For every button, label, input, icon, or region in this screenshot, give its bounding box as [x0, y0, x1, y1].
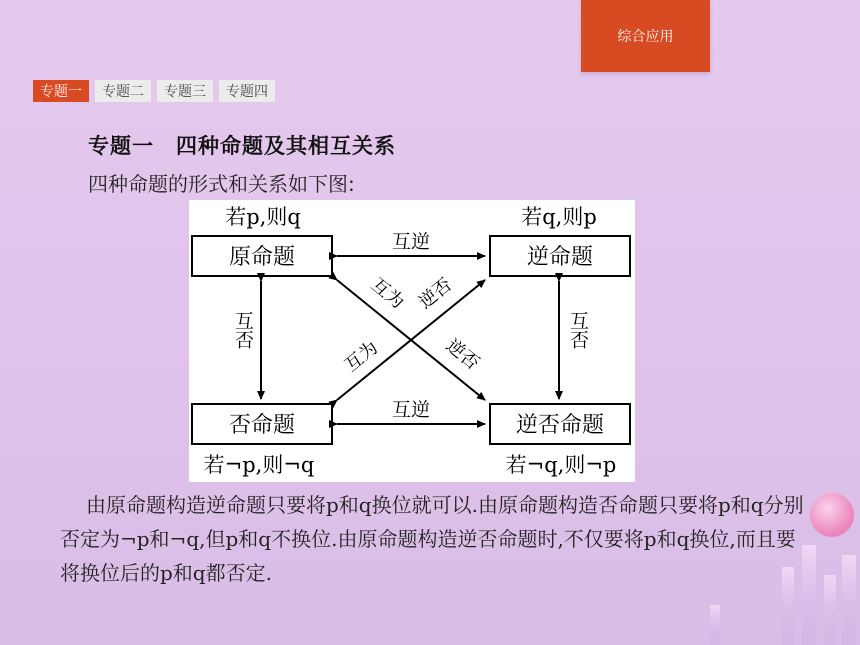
contrapositive-form: 若¬q,则¬p [505, 453, 617, 477]
page-title: 专题一 四种命题及其相互关系 [88, 134, 396, 158]
diagram-svg [189, 200, 635, 482]
relation-diag-a: 互为 [366, 274, 409, 314]
tab-topic-2[interactable]: 专题二 [95, 80, 151, 102]
original-form: 若p,则q [225, 205, 301, 229]
contrapositive-label: 逆否命题 [515, 413, 605, 438]
original-label: 原命题 [228, 245, 296, 270]
tab-topic-4[interactable]: 专题四 [219, 80, 275, 102]
tab-topic-3[interactable]: 专题三 [157, 80, 213, 102]
decorative-graphic [690, 485, 860, 645]
converse-label: 逆命题 [526, 245, 594, 270]
section-label: 综合应用 [581, 0, 710, 72]
relation-left: 互否 [232, 311, 254, 349]
proposition-diagram [189, 200, 635, 482]
page-subtitle: 四种命题的形式和关系如下图: [88, 172, 355, 196]
relation-bottom: 互逆 [391, 399, 431, 421]
relation-diag-b: 逆否 [414, 274, 457, 314]
topic-tabs [33, 80, 275, 102]
tab-topic-1[interactable]: 专题一 [33, 80, 89, 102]
relation-top: 互逆 [391, 231, 431, 253]
converse-form: 若q,则p [521, 205, 597, 229]
relation-diag-d: 逆否 [441, 335, 484, 375]
relation-right: 互否 [567, 311, 589, 349]
relation-diag-c: 互为 [340, 337, 383, 377]
inverse-label: 否命题 [228, 413, 296, 438]
inverse-form: 若¬p,则¬q [203, 453, 315, 477]
explanation-paragraph: 由原命题构造逆命题只要将p和q换位就可以.由原命题构造否命题只要将p和q分别否定为¬p和¬q,但p和q不换位.由原命题构造逆否命题时,不仅要将p和q换位,而且要将换位后的p和q都否定. [60, 493, 804, 585]
